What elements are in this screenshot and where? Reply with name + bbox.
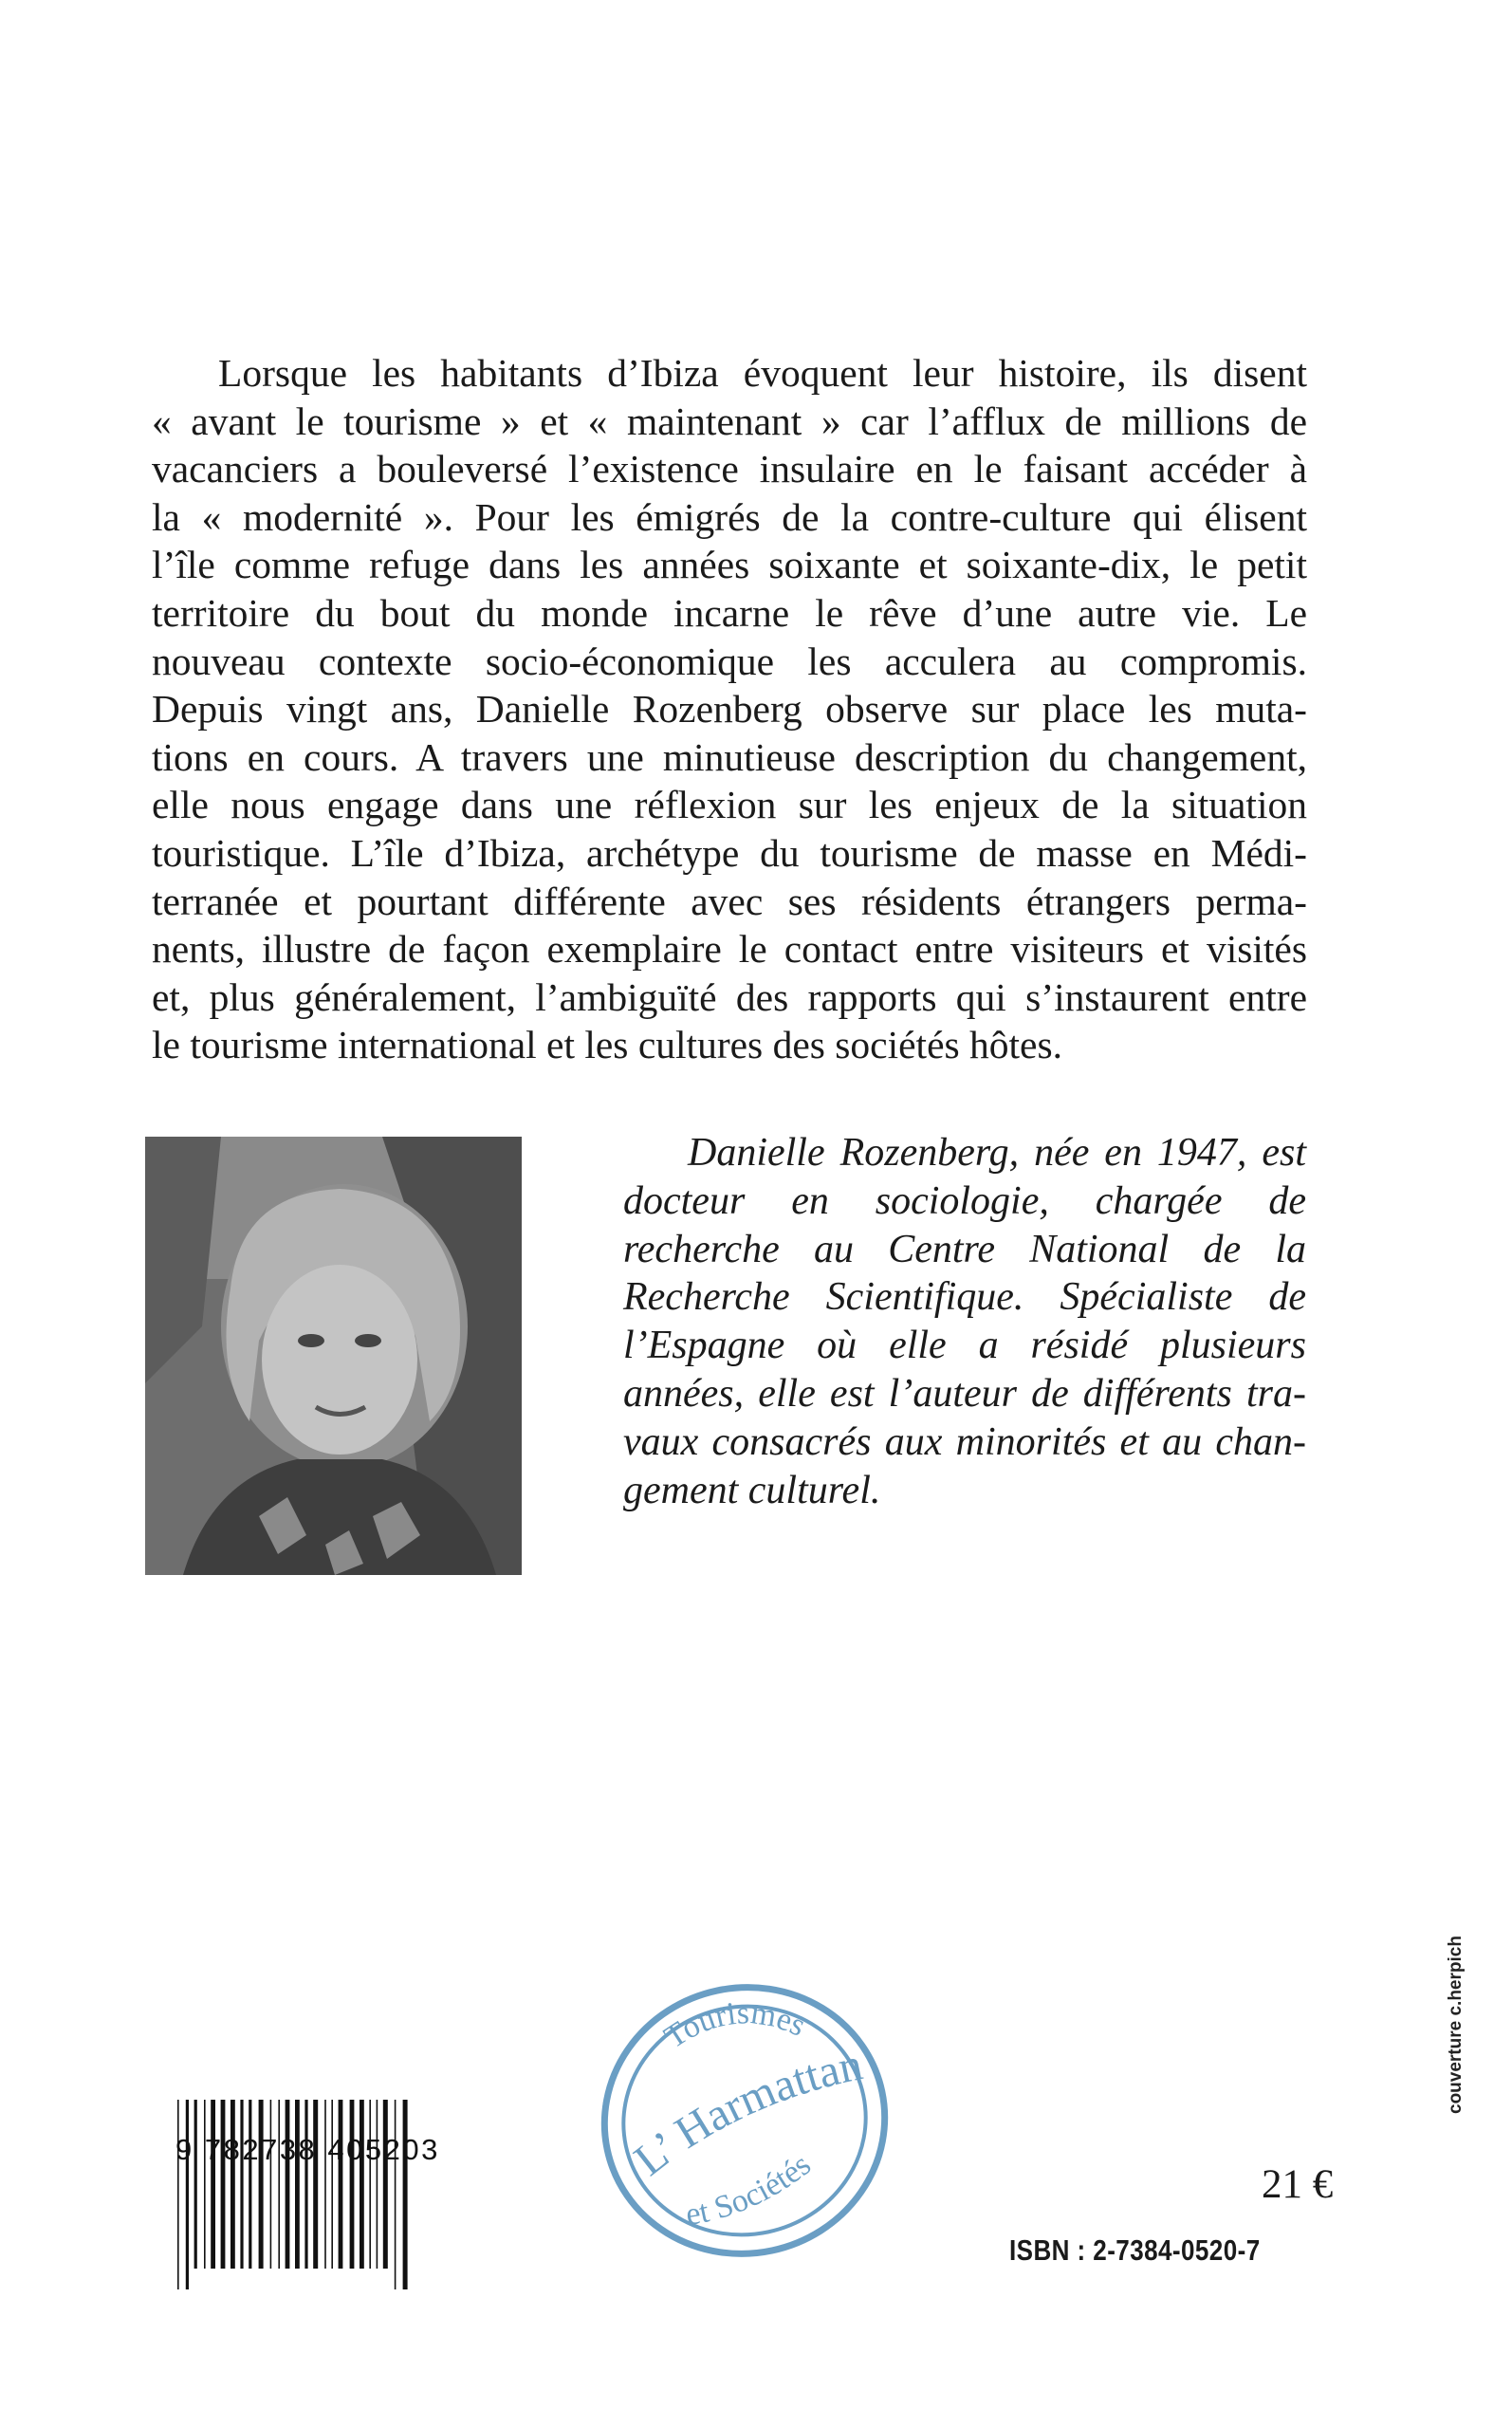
- barcode-bar: [377, 2100, 378, 2269]
- barcode-bar: [295, 2100, 300, 2269]
- barcode-bar: [240, 2100, 243, 2269]
- barcode-bar: [194, 2100, 197, 2269]
- summary-line: tions en cours. A travers une minutieuse description du changement,: [152, 734, 1307, 779]
- bio-line: Recherche Scientifique. Spécialiste de: [623, 1275, 1306, 1320]
- cover-credit: couverture c.herpich: [1446, 1936, 1466, 2114]
- summary-line: elle nous engage dans une réflexion sur les enjeux de la situation: [152, 783, 1307, 827]
- barcode-bar: [259, 2100, 264, 2269]
- publisher-stamp-logo: [583, 1959, 906, 2272]
- summary-line: et, plus généralement, l’ambiguïté des rapports qui s’instaurent entre: [152, 974, 1307, 1019]
- barcode: [175, 2100, 479, 2289]
- barcode-bar: [350, 2100, 355, 2269]
- summary-paragraph: [152, 349, 1307, 1069]
- summary-line: terranée et pourtant différente avec ses résidents étrangers perma-: [152, 879, 1307, 923]
- barcode-bar: [304, 2100, 307, 2269]
- summary-line: la « modernité ». Pour les émigrés de la contre-culture qui élisent: [152, 494, 1307, 539]
- barcode-bar: [186, 2100, 189, 2289]
- summary-line: « avant le tourisme » et « maintenant » car l’afflux de millions de: [152, 398, 1307, 443]
- barcode-bar: [278, 2100, 280, 2269]
- bio-line: gement culturel.: [623, 1468, 881, 1512]
- summary-line: Depuis vingt ans, Danielle Rozenberg observe sur place les muta-: [152, 687, 1307, 732]
- summary-line: vacanciers a bouleversé l’existence insulaire en le faisant accéder à: [152, 447, 1307, 491]
- barcode-bar: [324, 2100, 326, 2269]
- summary-line: le tourisme international et les cultures des sociétés hôtes.: [152, 1023, 1062, 1067]
- author-photo: [145, 1137, 522, 1575]
- summary-line: Lorsque les habitants d’Ibiza évoquent leur histoire, ils disent: [218, 351, 1307, 395]
- barcode-bar: [383, 2100, 388, 2269]
- barcode-bar: [339, 2100, 343, 2269]
- summary-line: touristique. L’île d’Ibiza, archétype du tourisme de masse en Médi-: [152, 830, 1307, 875]
- stamp-middle-text: L’ Harmattan: [625, 2039, 867, 2186]
- barcode-bar: [403, 2100, 408, 2289]
- bio-line: années, elle est l’auteur de différents tra-: [623, 1371, 1306, 1416]
- price-label: 21 €: [1262, 2162, 1334, 2207]
- bio-line: recherche au Centre National de la: [623, 1227, 1306, 1271]
- barcode-bar: [286, 2100, 290, 2269]
- barcode-bar: [204, 2100, 206, 2269]
- barcode-bar: [177, 2100, 179, 2289]
- barcode-bar: [249, 2100, 251, 2269]
- barcode-bar: [270, 2100, 272, 2269]
- bio-line: Danielle Rozenberg, née en 1947, est: [688, 1131, 1306, 1175]
- summary-line: nouveau contexte socio-économique les acculera au compromis.: [152, 639, 1307, 683]
- barcode-digits: 9 782738 405203: [175, 2133, 440, 2166]
- barcode-bar: [211, 2100, 215, 2269]
- bio-line: l’Espagne où elle a résidé plusieurs: [623, 1324, 1306, 1368]
- summary-line: l’île comme refuge dans les années soixante et soixante-dix, le petit: [152, 543, 1307, 587]
- bio-line: docteur en sociologie, chargée de: [623, 1178, 1306, 1223]
- bio-line: vaux consacrés aux minorités et au chan-: [623, 1419, 1306, 1464]
- stamp-bottom-text: et Sociétés: [683, 2147, 818, 2233]
- barcode-bar: [360, 2100, 364, 2269]
- summary-line: territoire du bout du monde incarne le rêve d’une autre vie. Le: [152, 590, 1307, 635]
- barcode-bar: [221, 2100, 226, 2269]
- barcode-bar: [369, 2100, 371, 2269]
- author-biography: [623, 1129, 1306, 1514]
- barcode-bar: [230, 2100, 235, 2269]
- barcode-bar: [395, 2100, 396, 2289]
- stamp-top-text: Tourismes: [658, 1995, 811, 2056]
- isbn-label: ISBN : 2-7384-0520-7: [1009, 2233, 1261, 2267]
- barcode-bar: [331, 2100, 333, 2269]
- summary-line: nents, illustre de façon exemplaire le contact entre visiteurs et visités: [152, 927, 1307, 972]
- barcode-bar: [313, 2100, 318, 2269]
